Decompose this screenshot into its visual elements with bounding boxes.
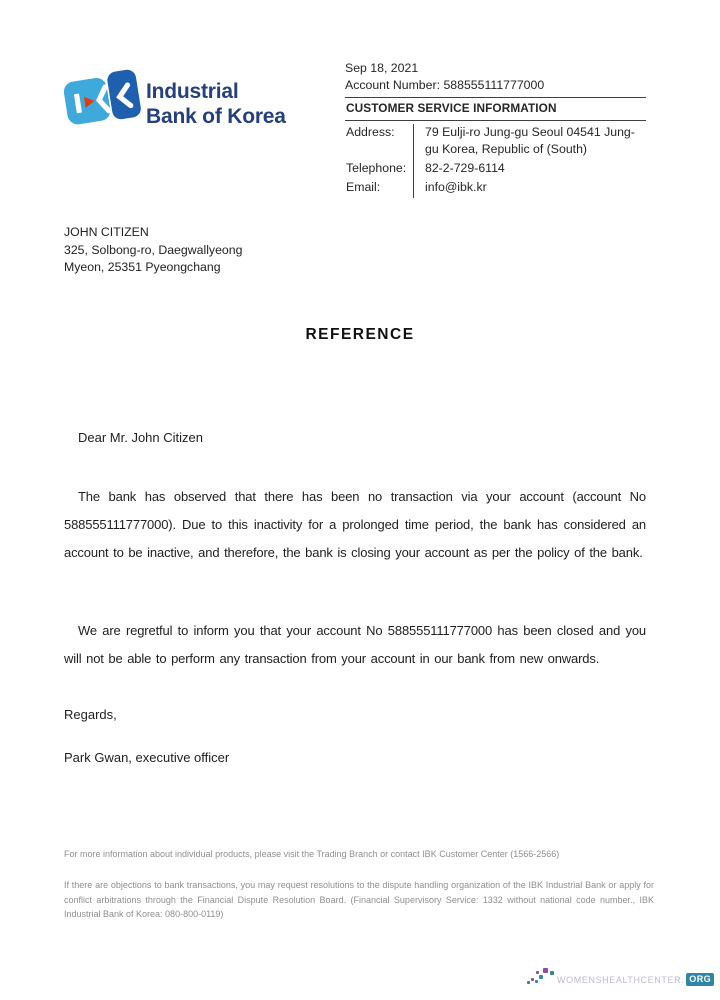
brand-name-line2: Bank of Korea: [146, 105, 286, 128]
salutation: Dear Mr. John Citizen: [78, 430, 203, 445]
brand-name: [146, 79, 286, 129]
body-paragraph-1: The bank has observed that there has been no transaction via your account (account No 588555111777000). Due to this inactivity for a prolonged time period, the bank has considered an account to be inactive, and therefore, the bank is closing your account as per the policy of the bank.: [64, 489, 646, 560]
recipient-address-line1: 325, Solbong-ro, Daegwallyeong: [64, 242, 243, 257]
customer-service-heading: CUSTOMER SERVICE INFORMATION: [345, 97, 646, 121]
watermark-link[interactable]: [527, 967, 714, 987]
watermark-text: WOMENSHEALTHCENTER.: [557, 975, 685, 985]
address-value: 79 Eulji-ro Jung-gu Seoul 04541 Jung-gu Korea, Republic of (South): [413, 124, 646, 160]
watermark-dots-icon: [527, 967, 556, 987]
email-value: info@ibk.kr: [413, 179, 646, 198]
customer-service-block: [345, 60, 646, 198]
letter-title: REFERENCE: [305, 326, 415, 343]
ibk-brand: [62, 58, 286, 138]
address-label: Address:: [346, 125, 395, 139]
telephone-label: Telephone:: [346, 161, 407, 175]
letter-date: Sep 18, 2021: [345, 61, 419, 75]
recipient-address-line2: Myeon, 25351 Pyeongchang: [64, 260, 221, 274]
ibk-logo-icon: [62, 58, 142, 138]
watermark-badge: ORG: [686, 973, 714, 986]
footer-info-line: For more information about individual products, please visit the Trading Branch or contact IBK Customer Center (1566-2566): [64, 849, 560, 859]
customer-service-table: [345, 121, 646, 198]
account-number-value: 588555111777000: [443, 78, 545, 92]
recipient-name: JOHN CITIZEN: [64, 225, 149, 239]
telephone-value: 82-2-729-6114: [413, 160, 646, 179]
account-number-line: [345, 77, 646, 95]
recipient-address-block: [64, 224, 242, 277]
account-number-label: Account Number:: [345, 78, 441, 92]
footer-disclaimer: If there are objections to bank transactions, you may request resolutions to the dispute handling organization of the IBK Industrial Bank or apply for conflict arbitrations through the Financial Dispute Resolution Board. (Financial Supervisory Service: 1332 without national code number., IBK Industrial Bank of Korea: 080-800-0119): [64, 880, 654, 919]
signature: Park Gwan, executive officer: [64, 750, 230, 765]
brand-name-line1: Industrial: [146, 80, 239, 103]
closing: Regards,: [64, 707, 117, 722]
body-paragraph-2: We are regretful to inform you that your account No 588555111777000 has been closed and you will not be able to perform any transaction from your account in our bank from new onwards.: [64, 623, 646, 666]
email-label: Email:: [346, 180, 381, 194]
